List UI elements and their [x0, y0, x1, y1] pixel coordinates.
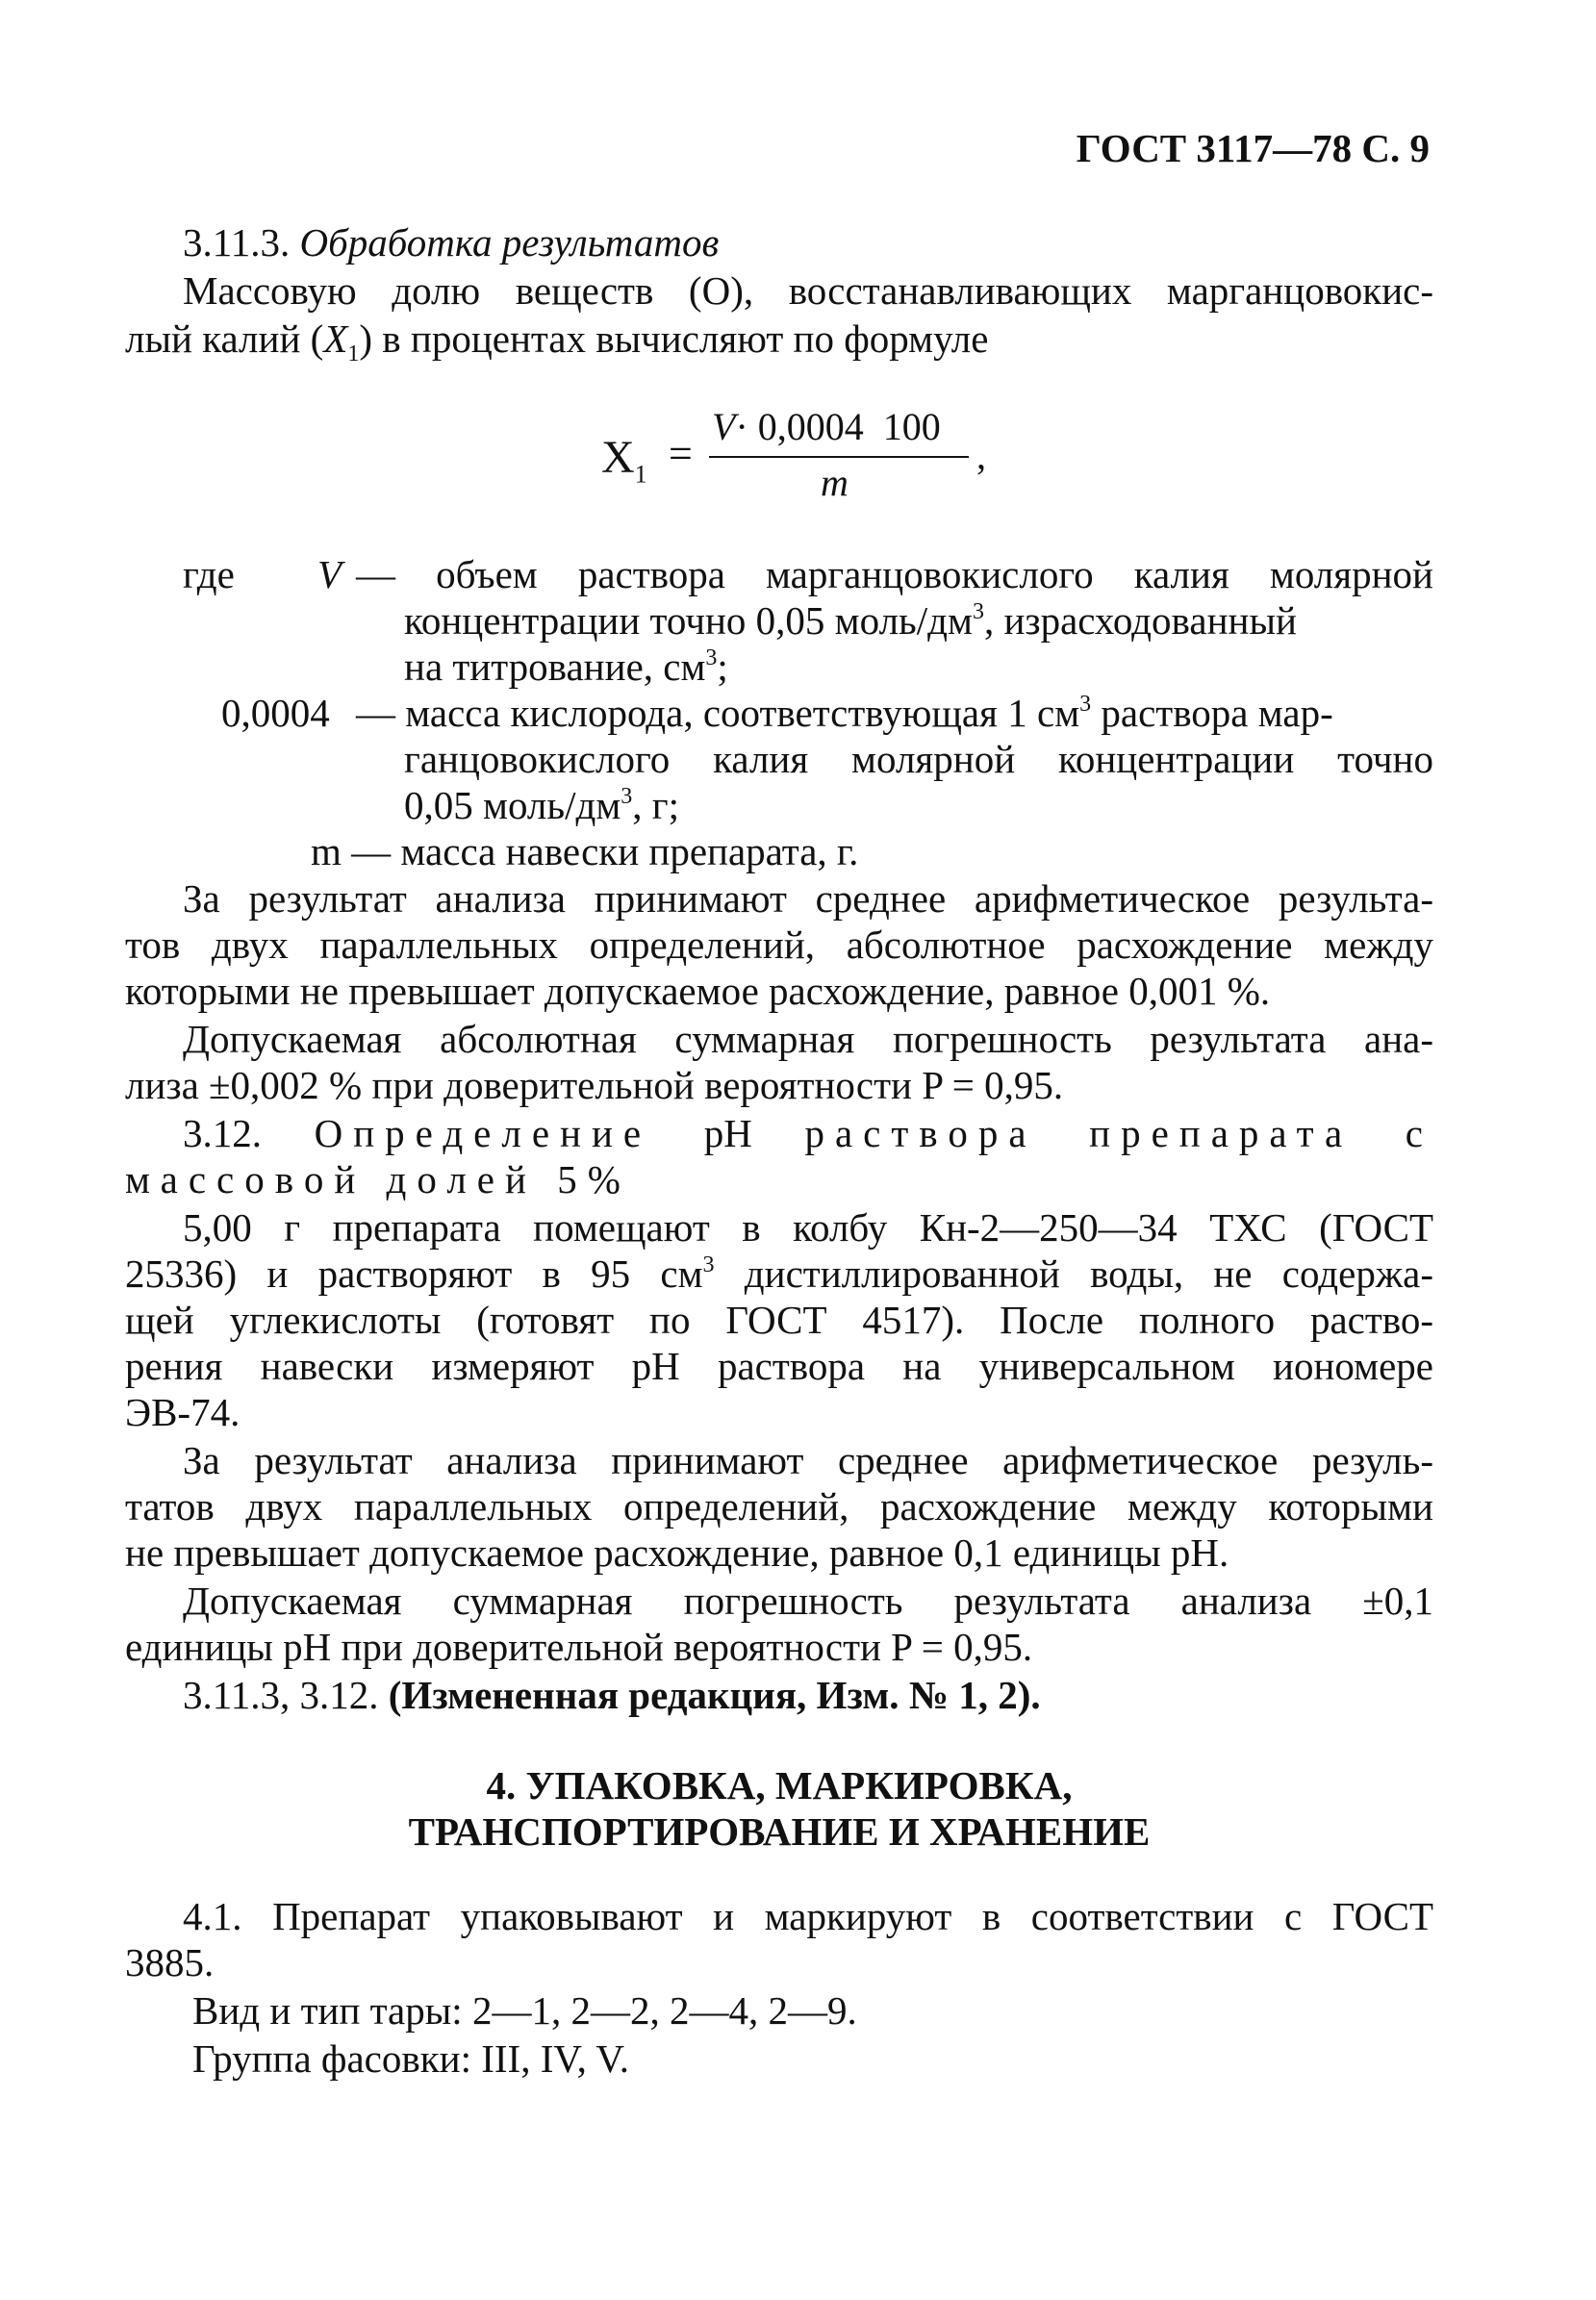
- formula-equals: =: [669, 430, 693, 477]
- paragraph-line: [125, 316, 988, 377]
- paragraph-line: 4.1. Препарат упаковывают и маркируют в соответствии с ГОСТ: [183, 1894, 1433, 1938]
- paragraph-line: щей углекислоты (готовят по ГОСТ 4517). После полного раство-: [125, 1298, 1433, 1342]
- formula-numerator: V· 0,0004 100: [712, 405, 941, 448]
- section-4-title: 4. УПАКОВКА, МАРКИРОВКА,: [486, 1763, 1073, 1807]
- def-m-line: m — масса навески препарата, г.: [311, 829, 859, 873]
- amendment-note: [183, 1672, 1041, 1718]
- text-fragment: лый калий (: [125, 316, 324, 361]
- def-v-line: на титрование, $см^3$;: [404, 645, 728, 689]
- section-3-11-3-heading: [183, 219, 719, 265]
- def-coef-line: ганцовокислого калия молярной концентрации точно: [404, 737, 1433, 781]
- paragraph-line: 5,00 г препарата помещают в колбу Кн-2—250—34 ТХС (ГОСТ: [183, 1205, 1433, 1250]
- section-number: 3.11.3.: [183, 220, 291, 265]
- formula-comma: ,: [976, 434, 986, 477]
- page-header: ГОСТ 3117—78 С. 9: [1076, 126, 1430, 170]
- symbol-v: V: [317, 552, 342, 596]
- def-v-line: — объем раствора марганцовокислого калия молярной: [356, 552, 1433, 596]
- variable-x: X: [323, 316, 348, 361]
- paragraph-line: 3885.: [125, 1940, 215, 1984]
- def-v-line: концентрации точно 0,05 моль/$дм^3$, израсходованный: [404, 598, 1297, 643]
- paragraph-line: За результат анализа принимают среднее арифметическое резуль-: [183, 1438, 1433, 1482]
- formula-lhs: $X_1$: [601, 432, 647, 489]
- def-coef-line: — масса кислорода, соответствующая 1 $см^3$ раствора мар-: [356, 691, 1333, 735]
- amendment-text: (Измененная редакция, Изм. № 1, 2).: [388, 1673, 1041, 1717]
- paragraph-line: лиза ±0,002 % при доверительной вероятности P = 0,95.: [125, 1063, 1064, 1107]
- fraction-bar: [709, 456, 969, 458]
- paragraph-line: которыми не превышает допускаемое расхождение, равное 0,001 %.: [125, 969, 1271, 1013]
- section-3-12-heading: 3.12. Определение pH раствора препарата с: [183, 1111, 1433, 1155]
- paragraph-line: Допускаемая абсолютная суммарная погрешность результата ана-: [183, 1017, 1433, 1061]
- section-4-title: ТРАНСПОРТИРОВАНИЕ И ХРАНЕНИЕ: [408, 1809, 1151, 1854]
- paragraph-line: рения навески измеряют pH раствора на универсальном иономере: [125, 1344, 1433, 1388]
- paragraph-line: единицы pH при доверительной вероятности P = 0,95.: [125, 1625, 1033, 1669]
- paragraph-line: не превышает допускаемое расхождение, равное 0,1 единицы pH.: [125, 1530, 1229, 1575]
- paragraph-line: ЭВ-74.: [125, 1390, 241, 1434]
- section-3-12-heading-cont: массовой долей 5%: [125, 1157, 631, 1201]
- text-fragment: ) в процентах вычисляют по формуле: [359, 316, 989, 361]
- section-title: Обработка результатов: [299, 220, 720, 265]
- paragraph-line: 25336) и растворяют в 95 $см^3$ дистиллированной воды, не содержа-: [125, 1251, 1433, 1296]
- paragraph-line: За результат анализа принимают среднее арифметическое результа-: [183, 876, 1433, 921]
- paragraph-line: Вид и тип тары: 2—1, 2—2, 2—4, 2—9.: [192, 1988, 857, 2033]
- def-coef-line: 0,05 моль/$дм^3$, г;: [404, 783, 679, 827]
- where-label: где: [183, 552, 235, 596]
- paragraph-line: Массовую долю веществ (О), восстанавливающих марганцовокис-: [183, 268, 1433, 313]
- paragraph-line: Группа фасовки: III, IV, V.: [192, 2036, 630, 2081]
- paragraph-line: тов двух параллельных определений, абсолютное расхождение между: [125, 923, 1433, 967]
- paragraph-line: Допускаемая суммарная погрешность результата анализа ±0,1: [183, 1579, 1433, 1623]
- formula-x1: [601, 404, 986, 510]
- symbol-coef: 0,0004: [221, 691, 330, 735]
- amendment-numbers: 3.11.3, 3.12.: [183, 1673, 379, 1717]
- formula-denominator: m: [821, 461, 849, 504]
- paragraph-line: татов двух параллельных определений, расхождение между которыми: [125, 1484, 1433, 1529]
- subscript: 1: [347, 341, 360, 367]
